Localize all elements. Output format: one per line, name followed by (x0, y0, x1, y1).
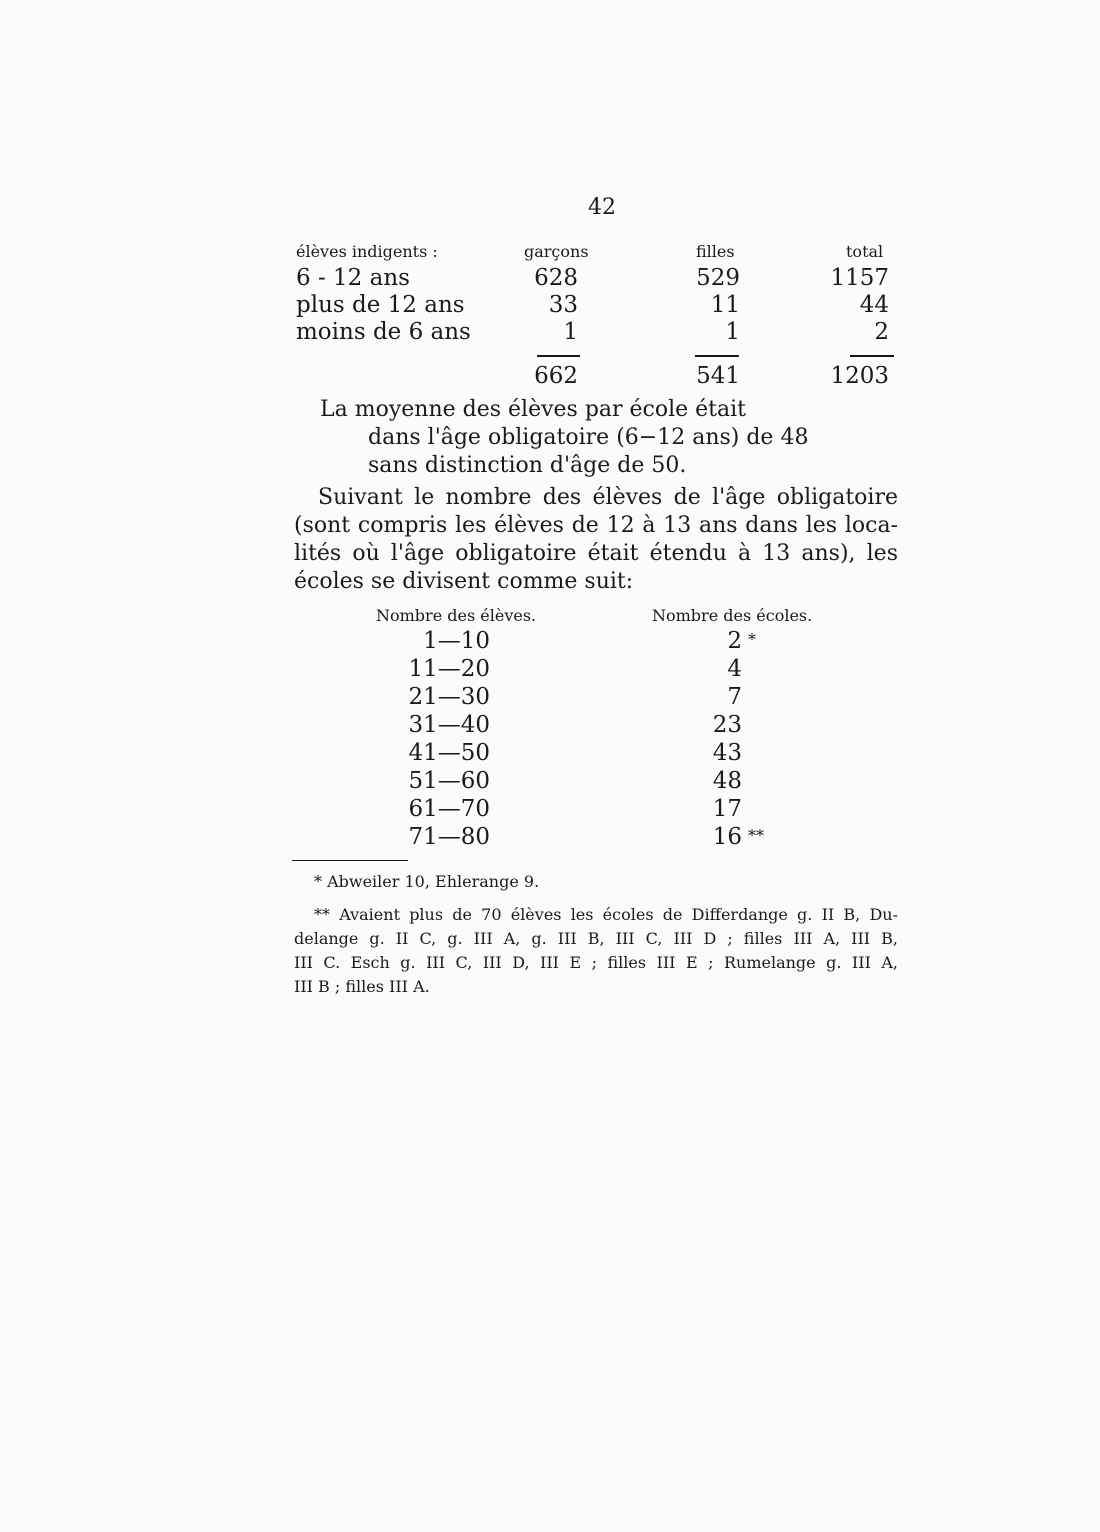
footnote-rule (292, 860, 408, 861)
average-line-2: dans l'âge obligatoire (6−12 ans) de 48 (368, 425, 809, 450)
range-cell: 21—30 (408, 684, 490, 710)
table-cell-girls: 529 (696, 265, 740, 291)
table-cell-total: 44 (859, 292, 889, 318)
footnote-line: delange g. II C, g. III A, g. III B, III C, III D ; filles III A, III B, (294, 929, 898, 948)
table-cell-boys: 628 (534, 265, 578, 291)
indigent-header-boys: garçons (524, 242, 589, 261)
count-cell: 48 (712, 768, 742, 794)
range-cell: 11—20 (408, 656, 490, 682)
range-cell: 51—60 (408, 768, 490, 794)
count-cell: 17 (712, 796, 742, 822)
range-cell: 41—50 (408, 740, 490, 766)
table-cell-girls: 1 (725, 319, 740, 345)
footnote-mark: ** (748, 826, 764, 845)
body-paragraph (294, 484, 898, 596)
table-row-label: 6 - 12 ans (296, 265, 410, 291)
indigent-header-label: élèves indigents : (296, 242, 438, 261)
indigent-header-total: total (846, 242, 884, 261)
schools-header-students: Nombre des élèves. (376, 606, 537, 625)
count-cell: 4 (727, 656, 742, 682)
sum-rule-total (850, 355, 894, 357)
table-cell-total: 1157 (830, 265, 889, 291)
footnote-line: III C. Esch g. III C, III D, III E ; filles III E ; Rumelange g. III A, (294, 953, 898, 972)
paragraph-line: écoles se divisent comme suit: (294, 569, 634, 594)
count-cell: 2 (727, 628, 742, 654)
table-cell-boys: 1 (563, 319, 578, 345)
indigent-header-girls: filles (696, 242, 735, 261)
table-row-label: plus de 12 ans (296, 292, 465, 318)
count-cell: 43 (712, 740, 742, 766)
table-cell-boys: 33 (548, 292, 578, 318)
footnote-line: ** Avaient plus de 70 élèves les écoles de Differdange g. II B, Du- (314, 905, 898, 924)
table-cell-girls: 11 (710, 292, 740, 318)
sum-rule-boys (537, 355, 580, 357)
count-cell: 7 (727, 684, 742, 710)
paragraph-line: Suivant le nombre des élèves de l'âge obligatoire (318, 485, 898, 510)
paragraph-line: lités où l'âge obligatoire était étendu à 13 ans), les (294, 541, 898, 566)
table-row-label: moins de 6 ans (296, 319, 471, 345)
range-cell: 71—80 (408, 824, 490, 850)
total-cell-total: 1203 (830, 363, 889, 389)
average-line-3: sans distinction d'âge de 50. (368, 453, 687, 478)
range-cell: 61—70 (408, 796, 490, 822)
range-cell: 1—10 (423, 628, 490, 654)
total-cell-boys: 662 (534, 363, 578, 389)
table-cell-total: 2 (874, 319, 889, 345)
footnote-mark: * (748, 630, 756, 649)
range-cell: 31—40 (408, 712, 490, 738)
total-cell-girls: 541 (696, 363, 740, 389)
count-cell: 16 (712, 824, 742, 850)
footnote-1: * Abweiler 10, Ehlerange 9. (314, 872, 540, 891)
average-line-1: La moyenne des élèves par école était (320, 397, 747, 422)
page-number: 42 (588, 195, 616, 220)
sum-rule-girls (695, 355, 739, 357)
count-cell: 23 (712, 712, 742, 738)
paragraph-line: (sont compris les élèves de 12 à 13 ans dans les loca- (294, 513, 898, 538)
footnote-line: III B ; filles III A. (294, 977, 430, 996)
footnote-2 (294, 903, 898, 999)
schools-header-schools: Nombre des écoles. (652, 606, 813, 625)
